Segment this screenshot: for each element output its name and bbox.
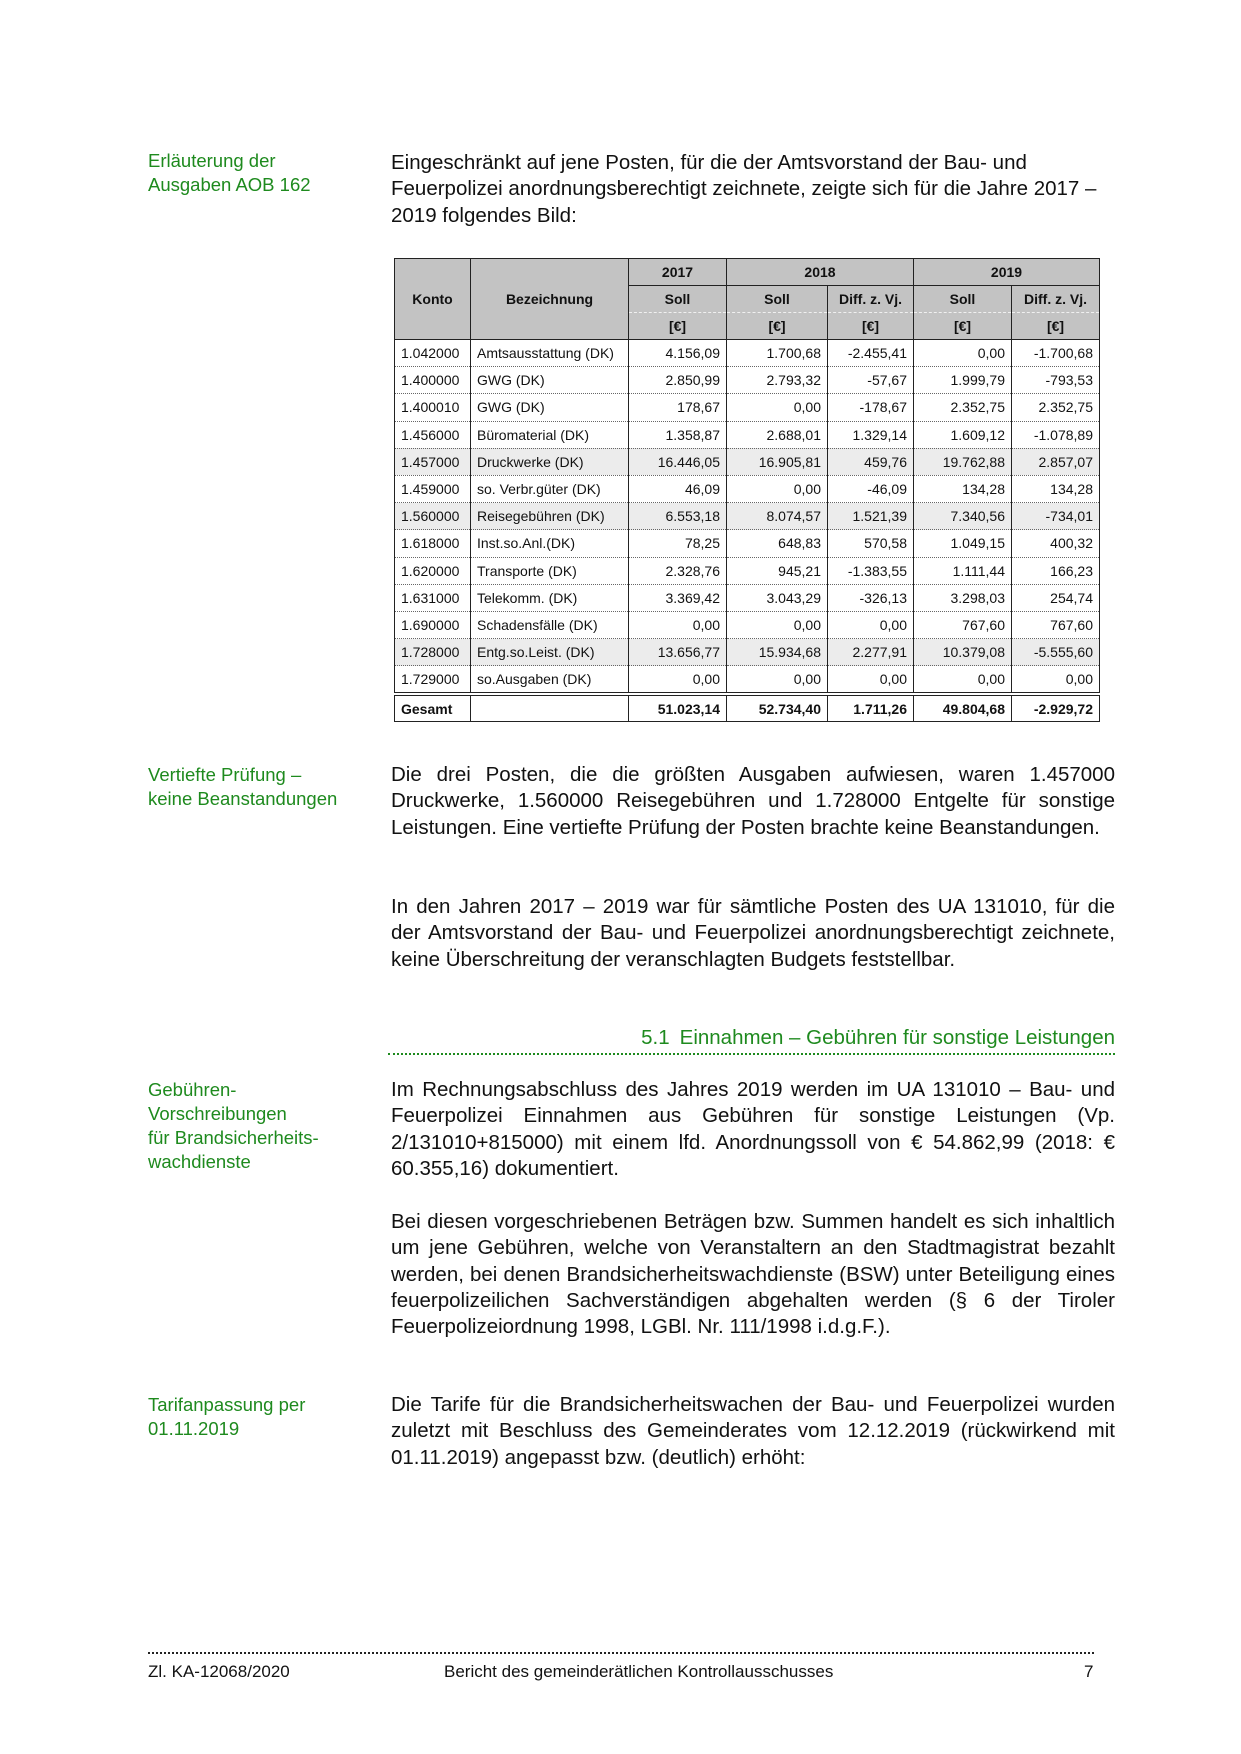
cell-value: 7.340,56 [914, 503, 1012, 530]
cell-value: -1.078,89 [1012, 421, 1100, 448]
header-unit: [€] [727, 313, 828, 340]
cell-value: -1.700,68 [1012, 340, 1100, 367]
cell-bezeichnung: Entg.so.Leist. (DK) [471, 639, 629, 666]
cell-value: 0,00 [727, 611, 828, 638]
cell-value: -326,13 [828, 584, 914, 611]
margin-note-line: Vertiefte Prüfung – [148, 764, 302, 785]
footer-divider [148, 1652, 1094, 1654]
cell-value: -2.455,41 [828, 340, 914, 367]
header-konto: Konto [395, 259, 471, 340]
cell-value: 459,76 [828, 448, 914, 475]
header-row-years [395, 259, 1100, 286]
cell-bezeichnung: Amtsausstattung (DK) [471, 340, 629, 367]
cell-konto: 1.457000 [395, 448, 471, 475]
cell-bezeichnung: so. Verbr.güter (DK) [471, 475, 629, 502]
cell-value: 0,00 [629, 611, 727, 638]
header-soll: Soll [914, 286, 1012, 313]
footer-reference: Zl. KA-12068/2020 [148, 1662, 290, 1681]
cell-konto: 1.456000 [395, 421, 471, 448]
cell-value: 166,23 [1012, 557, 1100, 584]
cell-value: 13.656,77 [629, 639, 727, 666]
total-empty [471, 694, 629, 722]
section-title: Einnahmen – Gebühren für sonstige Leistungen [679, 1026, 1115, 1049]
table-row [395, 639, 1100, 666]
cell-value: 134,28 [914, 475, 1012, 502]
cell-konto: 1.620000 [395, 557, 471, 584]
cell-value: 0,00 [727, 394, 828, 421]
table-row [395, 666, 1100, 695]
footer-title: Bericht des gemeinderätlichen Kontrollausschusses [444, 1662, 834, 1681]
margin-note-tariff [148, 1393, 368, 1441]
total-value: 49.804,68 [914, 694, 1012, 722]
cell-value: 648,83 [727, 530, 828, 557]
header-unit: [€] [629, 313, 727, 340]
cell-value: 2.277,91 [828, 639, 914, 666]
table-total-row [395, 694, 1100, 722]
cell-value: -46,09 [828, 475, 914, 502]
cell-konto: 1.560000 [395, 503, 471, 530]
cell-value: 16.446,05 [629, 448, 727, 475]
cell-value: 78,25 [629, 530, 727, 557]
margin-note-line: Tarifanpassung per [148, 1394, 306, 1415]
cell-value: -1.383,55 [828, 557, 914, 584]
cell-value: 3.369,42 [629, 584, 727, 611]
table-row [395, 394, 1100, 421]
cell-value: 1.999,79 [914, 367, 1012, 394]
cell-value: 16.905,81 [727, 448, 828, 475]
cell-value: 4.156,09 [629, 340, 727, 367]
cell-bezeichnung: Büromaterial (DK) [471, 421, 629, 448]
cell-konto: 1.690000 [395, 611, 471, 638]
margin-note-explanation [148, 149, 368, 197]
cell-value: 1.700,68 [727, 340, 828, 367]
cell-value: 945,21 [727, 557, 828, 584]
header-soll: Soll [727, 286, 828, 313]
cell-value: 0,00 [914, 666, 1012, 695]
table-row [395, 448, 1100, 475]
header-year-2018: 2018 [727, 259, 914, 286]
header-soll: Soll [629, 286, 727, 313]
margin-note-line: keine Beanstandungen [148, 788, 338, 809]
section-divider [388, 1053, 1115, 1055]
cell-value: 0,00 [727, 666, 828, 695]
table-row [395, 530, 1100, 557]
margin-note-line: wachdienste [148, 1151, 251, 1172]
cell-bezeichnung: Telekomm. (DK) [471, 584, 629, 611]
cell-value: 767,60 [914, 611, 1012, 638]
header-bezeichnung: Bezeichnung [471, 259, 629, 340]
cell-value: 2.857,07 [1012, 448, 1100, 475]
section-number: 5.1 [641, 1026, 670, 1049]
table-row [395, 557, 1100, 584]
total-value: 52.734,40 [727, 694, 828, 722]
revenue-paragraph: Im Rechnungsabschluss des Jahres 2019 werden im UA 131010 – Bau- und Feuerpolizei Einnahmen aus Gebühren für sonstige Leistungen (Vp. 2/131010+815000) mit einem lfd. Anordnungssoll von € 54.862,99 (2018: € 60.355,16) dokumentiert. [391, 1078, 1115, 1180]
fees-explanation-paragraph: Bei diesen vorgeschriebenen Beträgen bzw. Summen handelt es sich inhaltlich um jene Gebühren, welche von Veranstaltern an den Stadtmagistrat bezahlt werden, bei denen Brandsicherheitswachdienste (BSW) unter Beteiligung eines feuerpolizeilichen Sachverständigen abgehalten werden (§ 6 der Tiroler Feuerpolizeiordnung 1998, LGBl. Nr. 111/1998 i.d.g.F.). [391, 1210, 1115, 1339]
section-heading [388, 1025, 1115, 1051]
cell-value: 1.111,44 [914, 557, 1012, 584]
budget-paragraph: In den Jahren 2017 – 2019 war für sämtliche Posten des UA 131010, für die der Amtsvorstand der Bau- und Feuerpolizei anordnungsberechtigt zeichnete, keine Überschreitung der veranschlagten Budgets feststellbar. [391, 895, 1115, 971]
cell-value: 2.352,75 [1012, 394, 1100, 421]
header-year-2019: 2019 [914, 259, 1100, 286]
cell-konto: 1.459000 [395, 475, 471, 502]
cell-value: 178,67 [629, 394, 727, 421]
audit-paragraph: Die drei Posten, die die größten Ausgaben aufwiesen, waren 1.457000 Druckwerke, 1.560000 Reisegebühren und 1.728000 Entgelte für sonstige Leistungen. Eine vertiefte Prüfung der Posten brachte keine Beanstandungen. [391, 763, 1115, 839]
header-year-2017: 2017 [629, 259, 727, 286]
cell-value: 0,00 [727, 475, 828, 502]
header-unit: [€] [914, 313, 1012, 340]
margin-note-line: Erläuterung der [148, 150, 276, 171]
cell-value: 570,58 [828, 530, 914, 557]
cell-value: 2.328,76 [629, 557, 727, 584]
cell-value: 6.553,18 [629, 503, 727, 530]
cell-value: 2.793,32 [727, 367, 828, 394]
cell-konto: 1.618000 [395, 530, 471, 557]
margin-note-line: für Brandsicherheits- [148, 1127, 319, 1148]
cell-value: 2.688,01 [727, 421, 828, 448]
cell-value: 1.329,14 [828, 421, 914, 448]
cell-value: -178,67 [828, 394, 914, 421]
cell-value: 3.043,29 [727, 584, 828, 611]
margin-note-line: 01.11.2019 [148, 1418, 240, 1439]
cell-value: 1.521,39 [828, 503, 914, 530]
cell-value: 2.352,75 [914, 394, 1012, 421]
cell-bezeichnung: Schadensfälle (DK) [471, 611, 629, 638]
cell-value: 767,60 [1012, 611, 1100, 638]
cell-konto: 1.042000 [395, 340, 471, 367]
page-number: 7 [1084, 1662, 1094, 1681]
table-row [395, 475, 1100, 502]
table-row [395, 503, 1100, 530]
cell-value: 0,00 [629, 666, 727, 695]
expenses-table [394, 258, 1100, 722]
cell-value: 134,28 [1012, 475, 1100, 502]
cell-bezeichnung: Reisegebühren (DK) [471, 503, 629, 530]
cell-bezeichnung: GWG (DK) [471, 394, 629, 421]
table-row [395, 421, 1100, 448]
cell-value: 254,74 [1012, 584, 1100, 611]
cell-value: 8.074,57 [727, 503, 828, 530]
header-unit: [€] [828, 313, 914, 340]
table-body [395, 340, 1100, 695]
cell-bezeichnung: Druckwerke (DK) [471, 448, 629, 475]
intro-paragraph: Eingeschränkt auf jene Posten, für die der Amtsvorstand der Bau- und Feuerpolizei anordnungsberechtigt zeichnete, zeigte sich für die Jahre 2017 – 2019 folgendes Bild: [391, 151, 1097, 227]
cell-bezeichnung: Inst.so.Anl.(DK) [471, 530, 629, 557]
cell-value: 15.934,68 [727, 639, 828, 666]
cell-value: 1.049,15 [914, 530, 1012, 557]
cell-value: 0,00 [828, 666, 914, 695]
cell-konto: 1.400000 [395, 367, 471, 394]
cell-konto: 1.728000 [395, 639, 471, 666]
cell-value: 0,00 [828, 611, 914, 638]
cell-value: 400,32 [1012, 530, 1100, 557]
cell-value: 2.850,99 [629, 367, 727, 394]
cell-value: 0,00 [914, 340, 1012, 367]
total-label: Gesamt [395, 694, 471, 722]
cell-konto: 1.400010 [395, 394, 471, 421]
cell-value: -734,01 [1012, 503, 1100, 530]
cell-value: -793,53 [1012, 367, 1100, 394]
cell-value: -5.555,60 [1012, 639, 1100, 666]
margin-note-line: Ausgaben AOB 162 [148, 174, 311, 195]
header-diff: Diff. z. Vj. [828, 286, 914, 313]
cell-value: 19.762,88 [914, 448, 1012, 475]
total-value: -2.929,72 [1012, 694, 1100, 722]
cell-value: 1.358,87 [629, 421, 727, 448]
cell-value: 1.609,12 [914, 421, 1012, 448]
table-row [395, 340, 1100, 367]
cell-value: 0,00 [1012, 666, 1100, 695]
cell-value: 46,09 [629, 475, 727, 502]
table-row [395, 367, 1100, 394]
margin-note-audit [148, 763, 368, 811]
cell-bezeichnung: Transporte (DK) [471, 557, 629, 584]
cell-konto: 1.631000 [395, 584, 471, 611]
total-value: 51.023,14 [629, 694, 727, 722]
header-unit: [€] [1012, 313, 1100, 340]
cell-value: -57,67 [828, 367, 914, 394]
cell-bezeichnung: so.Ausgaben (DK) [471, 666, 629, 695]
header-diff: Diff. z. Vj. [1012, 286, 1100, 313]
cell-value: 3.298,03 [914, 584, 1012, 611]
cell-konto: 1.729000 [395, 666, 471, 695]
tariff-paragraph: Die Tarife für die Brandsicherheitswachen der Bau- und Feuerpolizei wurden zuletzt mit Beschluss des Gemeinderates vom 12.12.2019 (rückwirkend mit 01.11.2019) angepasst bzw. (deutlich) erhöht: [391, 1393, 1115, 1469]
cell-bezeichnung: GWG (DK) [471, 367, 629, 394]
table-row [395, 584, 1100, 611]
cell-value: 10.379,08 [914, 639, 1012, 666]
margin-note-fees [148, 1078, 368, 1174]
table-row [395, 611, 1100, 638]
margin-note-line: Gebühren- [148, 1079, 237, 1100]
margin-note-line: Vorschreibungen [148, 1103, 287, 1124]
total-value: 1.711,26 [828, 694, 914, 722]
